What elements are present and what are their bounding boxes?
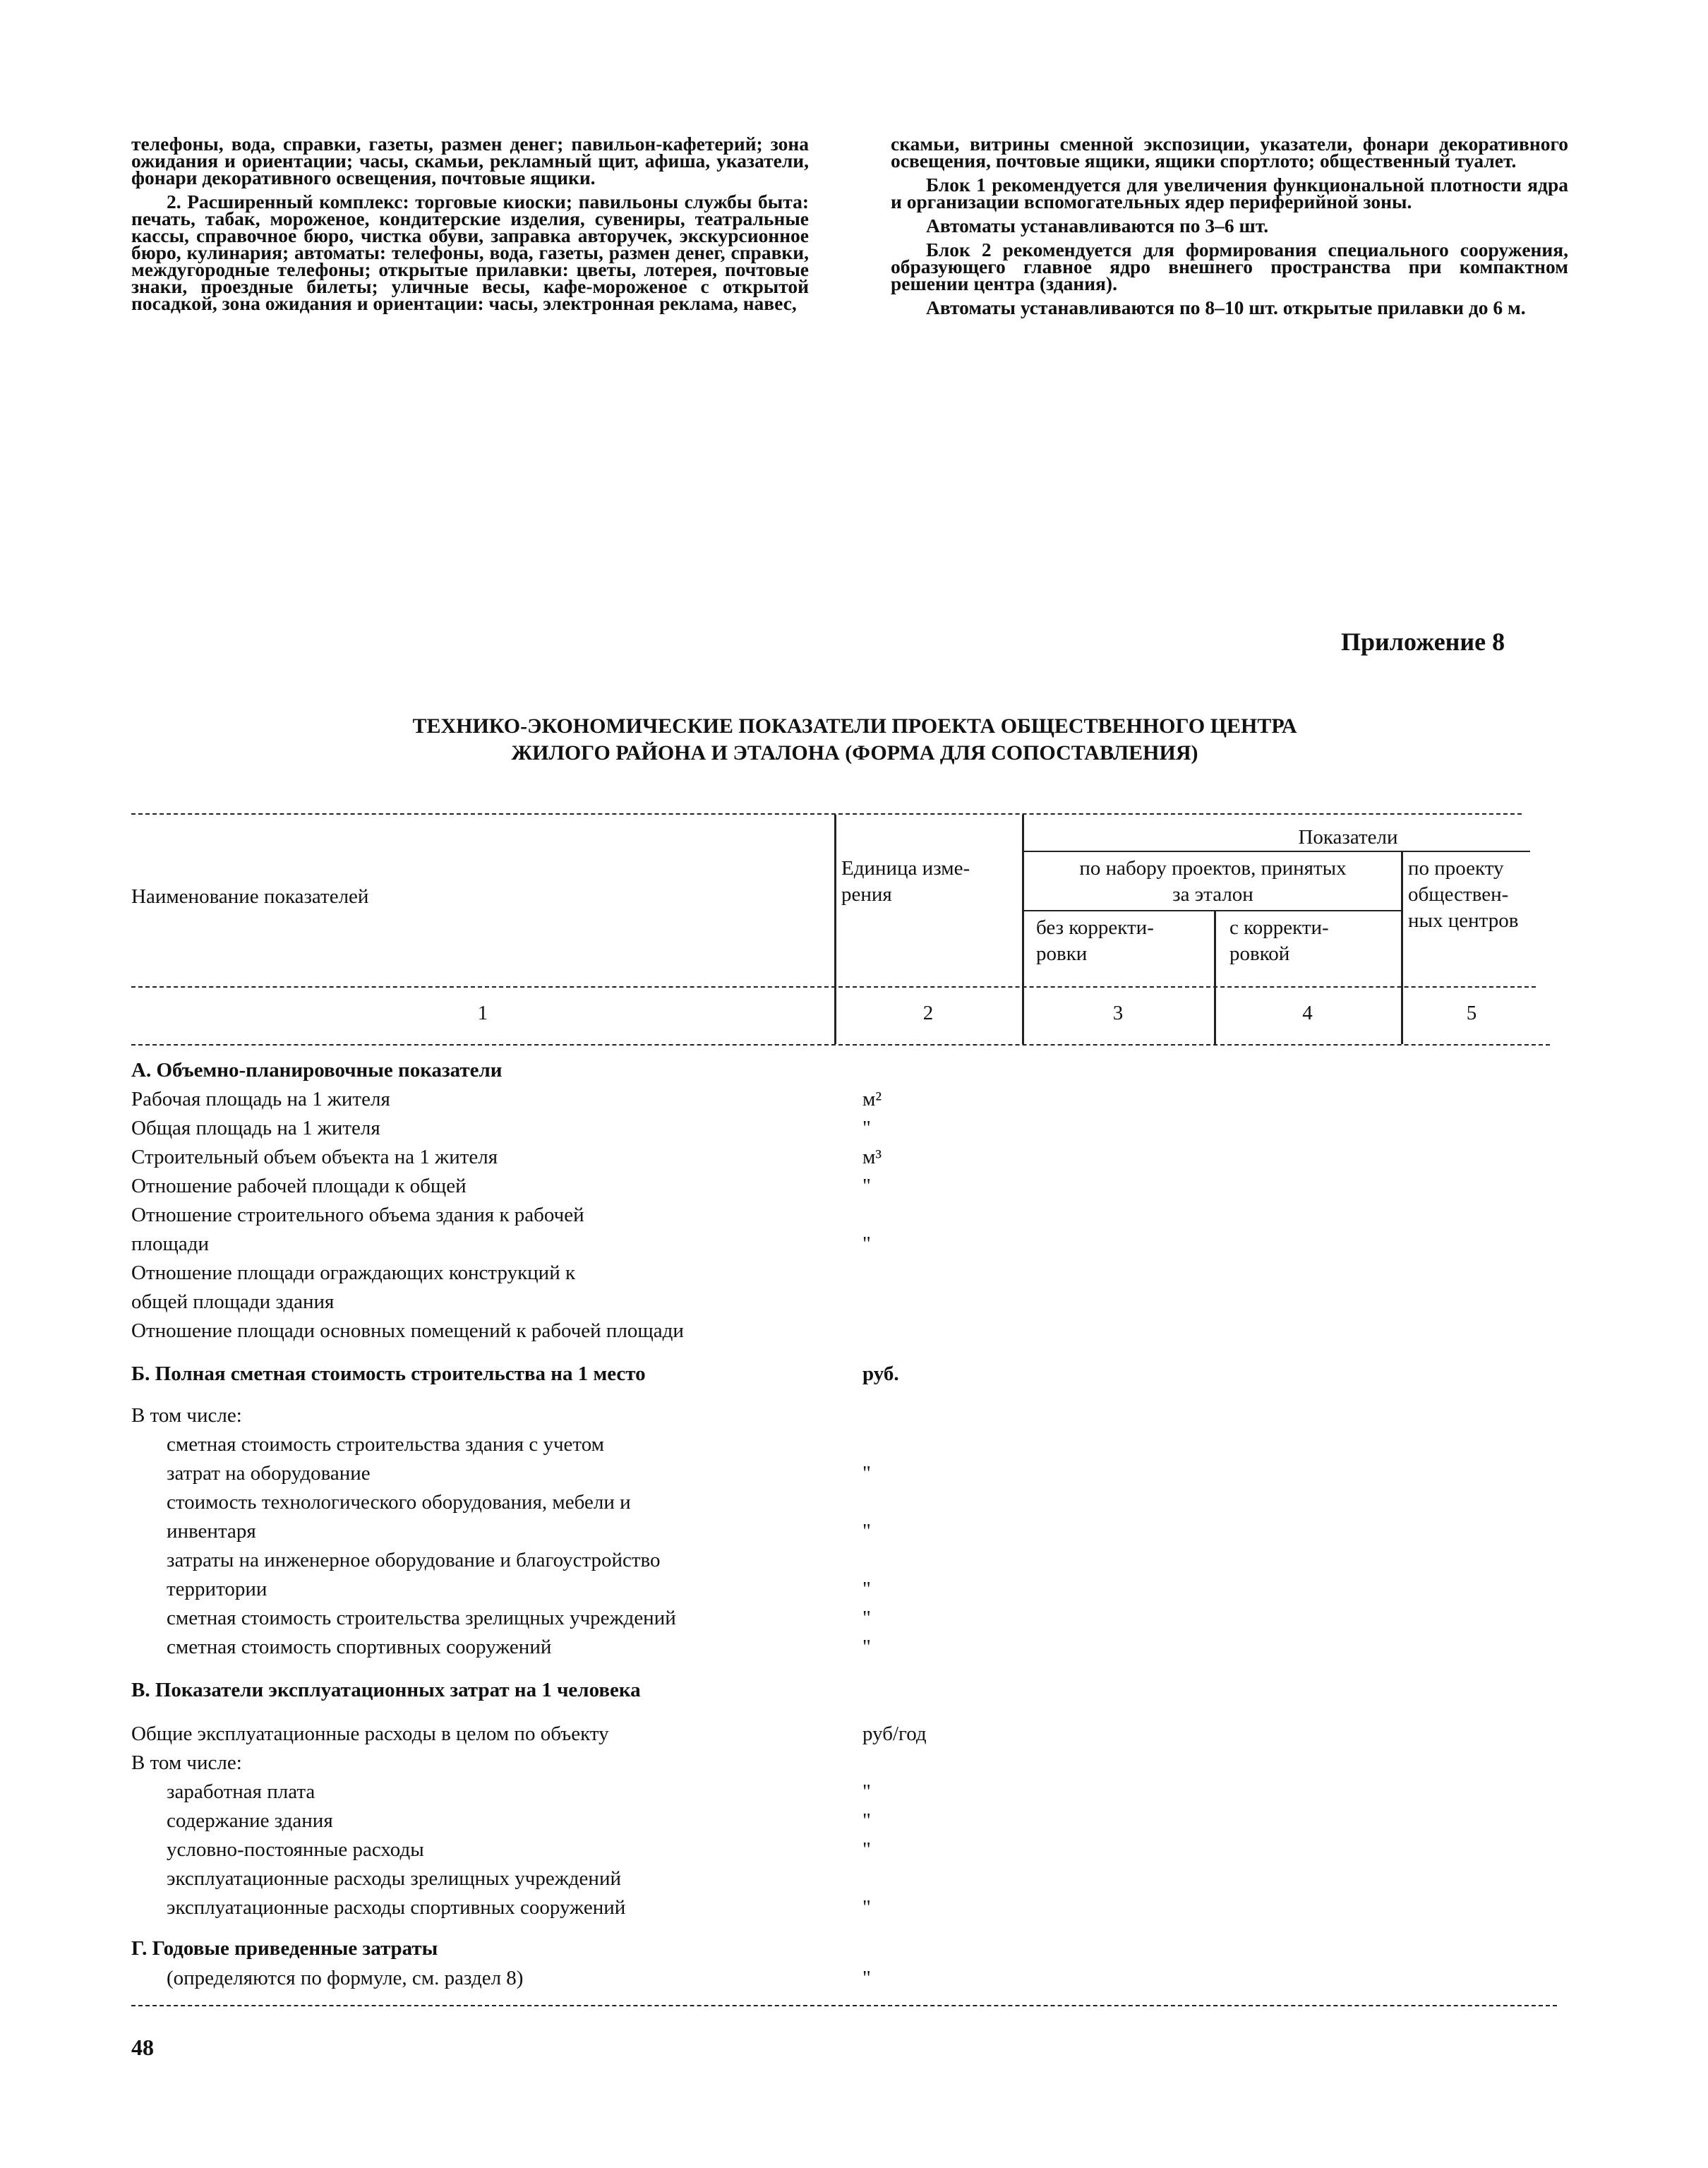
row-unit: " bbox=[862, 1780, 871, 1803]
row-label: Общие эксплуатационные расходы в целом по объекту bbox=[131, 1723, 609, 1745]
row-label: В. Показатели эксплуатационных затрат на 1 человека bbox=[131, 1679, 641, 1701]
header-col5-line1: по проекту bbox=[1408, 857, 1504, 880]
row-unit: " bbox=[862, 1520, 871, 1543]
header-subgroup bbox=[1025, 856, 1401, 908]
left-text-column bbox=[131, 133, 809, 314]
page-number: 48 bbox=[131, 2035, 154, 2060]
row-unit: м³ bbox=[862, 1146, 882, 1168]
header-col-unit-line1: Единица изме- bbox=[841, 857, 970, 880]
table-row bbox=[131, 1290, 334, 1314]
right-paragraph-1: скамьи, витрины сменной экспозиции, указатели, фонари декоративного освещения, почтовые ящики, ящики спортлото; общественный туалет. bbox=[891, 133, 1568, 172]
column-number-4: 4 bbox=[1302, 1002, 1313, 1024]
row-label: Г. Годовые приведенные затраты bbox=[131, 1937, 438, 1960]
title-line-1: ТЕХНИКО-ЭКОНОМИЧЕСКИЕ ПОКАЗАТЕЛИ ПРОЕКТА ОБЩЕСТВЕННОГО ЦЕНТРА bbox=[412, 714, 1297, 738]
table-row bbox=[167, 1578, 871, 1601]
table-row bbox=[131, 1723, 927, 1746]
header-bottom-rule bbox=[131, 986, 1536, 988]
table-row bbox=[131, 1175, 871, 1198]
table-row bbox=[167, 1607, 871, 1630]
row-label: Отношение строительного объема здания к рабочей bbox=[131, 1204, 584, 1226]
header-subgroup-line2: за эталон bbox=[1172, 883, 1253, 906]
row-label: (определяются по формуле, см. раздел 8) bbox=[167, 1967, 524, 1989]
row-label: сметная стоимость строительства зрелищных учреждений bbox=[167, 1607, 676, 1629]
row-unit: " bbox=[862, 1233, 871, 1255]
column-number-2: 2 bbox=[922, 1002, 934, 1024]
row-label: Отношение площади ограждающих конструкций к bbox=[131, 1262, 576, 1284]
row-label: инвентаря bbox=[167, 1520, 256, 1543]
table-row bbox=[167, 1520, 871, 1543]
row-unit: м² bbox=[862, 1088, 882, 1110]
row-unit: " bbox=[862, 1578, 871, 1600]
column-number-1: 1 bbox=[477, 1002, 488, 1024]
row-unit: " bbox=[862, 1896, 871, 1919]
right-text-column bbox=[891, 133, 1568, 318]
section-v-heading bbox=[131, 1679, 641, 1702]
subgroup-underline bbox=[1022, 910, 1401, 911]
row-label: Б. Полная сметная стоимость строительства на 1 место bbox=[131, 1363, 646, 1385]
table-row bbox=[131, 1262, 575, 1285]
table-row bbox=[167, 1462, 871, 1485]
header-col4-line1: с корректи- bbox=[1229, 916, 1329, 939]
column-number-5: 5 bbox=[1466, 1002, 1477, 1024]
row-label: сметная стоимость строительства здания с учетом bbox=[167, 1433, 605, 1456]
header-col5 bbox=[1408, 856, 1518, 934]
table-row bbox=[167, 1636, 871, 1659]
right-paragraph-5: Автоматы устанавливаются по 8–10 шт. открытые прилавки до 6 м. bbox=[926, 297, 1526, 318]
row-unit: " bbox=[862, 1838, 871, 1861]
header-col3-line1: без корректи- bbox=[1036, 916, 1154, 939]
column-number-3: 3 bbox=[1112, 1002, 1124, 1024]
row-unit: " bbox=[862, 1117, 871, 1139]
row-unit: " bbox=[862, 1636, 871, 1658]
section-g-heading bbox=[131, 1937, 438, 1960]
table-row bbox=[131, 1204, 584, 1227]
table-row bbox=[167, 1491, 631, 1514]
header-col-name: Наименование показателей bbox=[131, 885, 369, 908]
appendix-label: Приложение 8 bbox=[1341, 628, 1505, 656]
section-a-heading bbox=[131, 1059, 503, 1082]
table-row bbox=[167, 1780, 871, 1804]
row-label: эксплуатационные расходы зрелищных учреждений bbox=[167, 1867, 621, 1890]
row-label: территории bbox=[167, 1578, 267, 1600]
table-bottom-rule bbox=[131, 2005, 1557, 2006]
header-col5-line3: ных центров bbox=[1408, 909, 1519, 932]
row-label: площади bbox=[131, 1233, 209, 1255]
row-label: заработная плата bbox=[167, 1780, 315, 1803]
row-unit: " bbox=[862, 1607, 871, 1629]
row-label: сметная стоимость спортивных сооружений bbox=[167, 1636, 552, 1658]
right-paragraph-3: Автоматы устанавливаются по 3–6 шт. bbox=[926, 215, 1269, 236]
group-underline bbox=[1022, 851, 1530, 852]
numbers-bottom-rule bbox=[131, 1044, 1550, 1046]
row-label: затраты на инженерное оборудование и благоустройство bbox=[167, 1549, 661, 1571]
row-label: условно-постоянные расходы bbox=[167, 1838, 424, 1861]
right-paragraph-4: Блок 2 рекомендуется для формирования специального сооружения, образующего главное ядро внешнего пространства при компактном решении центра (здания). bbox=[891, 239, 1568, 294]
table-row bbox=[131, 1319, 684, 1343]
table-row bbox=[131, 1233, 871, 1256]
row-unit: " bbox=[862, 1809, 871, 1832]
header-col4 bbox=[1229, 915, 1329, 967]
header-col4-line2: ровкой bbox=[1229, 942, 1290, 965]
header-col-unit-line2: рения bbox=[841, 883, 892, 906]
row-unit: руб. bbox=[862, 1363, 899, 1385]
title-line-2: ЖИЛОГО РАЙОНА И ЭТАЛОНА (ФОРМА ДЛЯ СОПОСТАВЛЕНИЯ) bbox=[511, 741, 1198, 765]
row-label: затрат на оборудование bbox=[167, 1462, 371, 1485]
table-row bbox=[167, 1967, 871, 1990]
table-row bbox=[131, 1117, 871, 1140]
table-row bbox=[167, 1809, 871, 1833]
row-label: Рабочая площадь на 1 жителя bbox=[131, 1088, 390, 1110]
row-label: Отношение рабочей площади к общей bbox=[131, 1175, 467, 1197]
header-col3 bbox=[1036, 915, 1154, 967]
row-label: Общая площадь на 1 жителя bbox=[131, 1117, 380, 1139]
table-row bbox=[167, 1867, 621, 1891]
table-row bbox=[131, 1404, 242, 1427]
table-row bbox=[167, 1433, 604, 1456]
row-label: содержание здания bbox=[167, 1809, 333, 1832]
left-paragraph-1: телефоны, вода, справки, газеты, размен денег; павильон-кафетерий; зона ожидания и ориентации; часы, скамьи, рекламный щит, афиша, указатели, фонари декоративного освещения, почтовые ящики. bbox=[131, 133, 809, 188]
table-row bbox=[167, 1549, 661, 1572]
section-b-heading bbox=[131, 1363, 899, 1386]
header-col5-line2: обществен- bbox=[1408, 883, 1509, 906]
row-label: А. Объемно-планировочные показатели bbox=[131, 1059, 503, 1082]
row-label: В том числе: bbox=[131, 1751, 242, 1774]
row-unit: " bbox=[862, 1175, 871, 1197]
row-label: Строительный объем объекта на 1 жителя bbox=[131, 1146, 498, 1168]
row-label: эксплуатационные расходы спортивных сооружений bbox=[167, 1896, 626, 1919]
document-title bbox=[131, 713, 1578, 767]
table-row bbox=[167, 1896, 871, 1920]
table-row bbox=[167, 1838, 871, 1862]
right-paragraph-2: Блок 1 рекомендуется для увеличения функциональной плотности ядра и организации вспомогательных ядер периферийной зоны. bbox=[891, 174, 1568, 212]
row-label: Отношение площади основных помещений к рабочей площади bbox=[131, 1319, 684, 1342]
header-col3-line2: ровки bbox=[1036, 942, 1088, 965]
table-row bbox=[131, 1751, 242, 1775]
table-row bbox=[131, 1088, 882, 1111]
table-row bbox=[131, 1146, 882, 1169]
header-subgroup-line1: по набору проектов, принятых bbox=[1079, 857, 1347, 880]
row-label: стоимость технологического оборудования, мебели и bbox=[167, 1491, 631, 1514]
row-label: В том числе: bbox=[131, 1404, 242, 1427]
header-group-indicators: Показатели bbox=[1298, 826, 1398, 849]
row-unit: " bbox=[862, 1462, 871, 1485]
table-top-rule bbox=[131, 813, 1522, 815]
header-col-unit bbox=[841, 856, 970, 908]
row-label: общей площади здания bbox=[131, 1290, 335, 1313]
row-unit: руб/год bbox=[862, 1723, 927, 1745]
left-paragraph-2: 2. Расширенный комплекс: торговые киоски; павильоны службы быта: печать, табак, мороженое, кондитерские изделия, сувениры, театральные кассы, справочное бюро, чистка обуви, заправка авторучек, экскурсионное бюро, кулинария; автоматы: телефоны, вода, газеты, размен денег, справки, междугородные телефоны; открытые прилавки: цветы, лотерея, почтовые знаки, проездные билеты; уличные весы, кафе-мороженое с открытой посадкой, зона ожидания и ориентации: часы, электронная реклама, навес, bbox=[131, 191, 809, 314]
row-unit: " bbox=[862, 1967, 871, 1989]
